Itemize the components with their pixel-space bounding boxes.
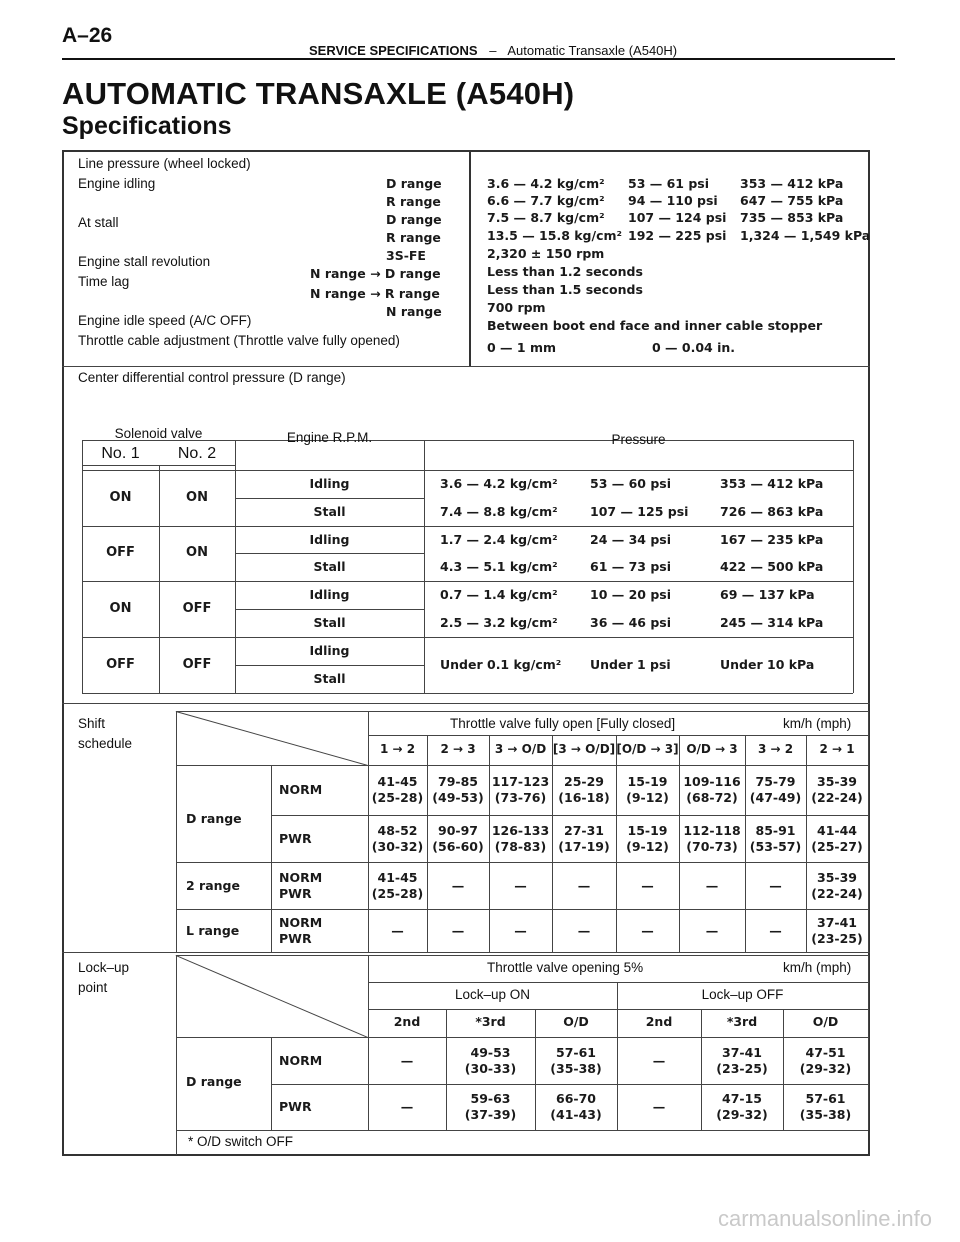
- shift-column-header: [3 → O/D]: [552, 742, 616, 756]
- shift-value-cell: 35-39 (22-24): [811, 774, 863, 805]
- pressure-psi-cell: 36 — 46 psi: [590, 615, 672, 630]
- grid-line: [176, 711, 177, 952]
- lockup-value-cell: —: [652, 1052, 666, 1068]
- running-header: [309, 43, 677, 58]
- grid-line: [235, 498, 424, 499]
- spec-condition: D range: [386, 176, 442, 191]
- grid-line: [868, 711, 869, 952]
- spec-value: 6.6 — 7.7 kg/cm²: [487, 193, 605, 208]
- solenoid-no1-cell: OFF: [106, 545, 135, 561]
- shift-header: Throttle valve fully open [Fully closed]: [450, 716, 676, 731]
- shift-value-cell: 37-41 (23-25): [811, 914, 863, 946]
- shift-column-header: [O/D → 3]: [616, 742, 679, 756]
- shift-column-header: 2 → 1: [819, 742, 855, 756]
- shift-column-header: 2 → 3: [440, 742, 476, 756]
- pressure-psi-cell: 10 — 20 psi: [590, 587, 672, 603]
- lockup-column-header: O/D: [563, 1014, 589, 1029]
- solenoid-no2-cell: ON: [186, 489, 208, 505]
- grid-line: [176, 909, 271, 910]
- spec-value: Less than 1.2 seconds: [487, 264, 643, 279]
- mode-label: NORM: [279, 782, 323, 797]
- spec-label: Engine idle speed (A/C OFF): [78, 313, 252, 328]
- shift-value-cell: 48-52 (30-32): [371, 822, 424, 854]
- pressure-psi-cell: 61 — 73 psi: [590, 559, 672, 575]
- grid-line: [424, 440, 425, 693]
- lockup-value-cell: 47-51 (29-32): [799, 1044, 852, 1076]
- lockup-off-header: Lock–up OFF: [701, 987, 784, 1002]
- spec-value: 1,324 — 1,549 kPa: [740, 228, 871, 243]
- running-header-subsection: Automatic Transaxle (A540H): [507, 43, 678, 58]
- rpm-cell: Stall: [313, 615, 346, 630]
- center-diff-label: Center differential control pressure (D range): [78, 370, 346, 385]
- spec-value: Less than 1.5 seconds: [487, 282, 643, 297]
- lockup-value-cell: —: [400, 1099, 414, 1114]
- lockup-value-cell: 57-61 (35-38): [799, 1091, 852, 1122]
- spec-label: At stall: [78, 215, 119, 230]
- pressure-psi-cell: 53 — 60 psi: [590, 476, 672, 491]
- shift-value-cell: —: [391, 922, 404, 938]
- spec-value: 7.5 — 8.7 kg/cm²: [487, 210, 605, 225]
- grid-line: [271, 765, 272, 952]
- lockup-unit: km/h (mph): [783, 960, 852, 975]
- spec-value: 3.6 — 4.2 kg/cm²: [487, 176, 605, 191]
- page-title: AUTOMATIC TRANSAXLE (A540H): [62, 76, 575, 111]
- section-rule: [62, 366, 870, 367]
- lockup-value-cell: 37-41 (23-25): [716, 1044, 768, 1076]
- shift-value-cell: 41-45 (25-28): [371, 869, 424, 901]
- range-label: D range: [186, 810, 242, 826]
- table-bottom: [82, 693, 853, 694]
- spec-value: Between boot end face and inner cable stopper: [487, 318, 823, 333]
- pressure-kg-cell: 0.7 — 1.4 kg/cm²: [440, 587, 558, 603]
- grid-line: [368, 982, 868, 983]
- grid-line: [176, 1130, 868, 1131]
- spec-value: 700 rpm: [487, 300, 546, 315]
- grid-line: [271, 815, 868, 816]
- rpm-cell: Idling: [309, 531, 350, 547]
- grid-line: [235, 553, 424, 554]
- shift-value-cell: 79-85 (49-53): [432, 774, 484, 805]
- pressure-kpa-cell: 69 — 137 kPa: [720, 587, 815, 603]
- spec-value: 2,320 ± 150 rpm: [487, 246, 605, 261]
- pressure-kpa-cell: 167 — 235 kPa: [720, 531, 824, 547]
- grid-line: [176, 1037, 868, 1038]
- shift-value-cell: —: [769, 877, 782, 893]
- mode-label: NORM PWR: [279, 869, 323, 901]
- lockup-value-cell: 66-70 (41-43): [550, 1091, 602, 1122]
- rpm-cell: Stall: [313, 670, 346, 686]
- grid-line: [82, 581, 853, 582]
- shift-value-cell: —: [577, 877, 591, 893]
- pressure-kpa-cell: 422 — 500 kPa: [720, 559, 824, 575]
- solenoid-no2-cell: OFF: [182, 656, 212, 672]
- shift-value-cell: 15-19 (9-12): [626, 774, 669, 805]
- shift-value-cell: 15-19 (9-12): [626, 822, 669, 854]
- rpm-cell: Idling: [309, 476, 350, 491]
- spec-label: Engine idling: [78, 176, 156, 191]
- pressure-kpa-cell: 245 — 314 kPa: [720, 615, 824, 630]
- spec-value: 94 — 110 psi: [628, 193, 718, 208]
- lockup-label-2: point: [78, 980, 108, 995]
- spec-condition: 3S-FE: [386, 248, 426, 263]
- shift-value-cell: —: [451, 877, 465, 893]
- range-label: D range: [186, 1074, 242, 1089]
- shift-value-cell: 85-91 (53-57): [749, 822, 802, 854]
- grid-line: [82, 440, 83, 693]
- spec-value: 735 — 853 kPa: [740, 210, 844, 225]
- pressure-kg-cell: 3.6 — 4.2 kg/cm²: [440, 476, 558, 491]
- spec-value: 0 — 1 mm: [487, 340, 557, 355]
- grid-line: [82, 637, 853, 638]
- spec-frame: [62, 150, 870, 1156]
- no2-header: No. 2: [177, 445, 217, 462]
- pressure-kg-cell: 7.4 — 8.8 kg/cm²: [440, 503, 558, 519]
- pressure-kg-cell: 4.3 — 5.1 kg/cm²: [440, 559, 558, 575]
- page-number: A–26: [62, 24, 113, 47]
- lockup-on-header: Lock–up ON: [454, 987, 531, 1002]
- spec-value: 647 — 755 kPa: [740, 193, 844, 208]
- grid-line: [271, 862, 868, 863]
- lockup-value-cell: 57-61 (35-38): [550, 1044, 602, 1076]
- solenoid-no2-cell: OFF: [182, 601, 212, 616]
- shift-value-cell: 117-123 (73-76): [491, 774, 550, 805]
- shift-value-cell: 75-79 (47-49): [749, 774, 802, 805]
- grid-line: [235, 665, 424, 666]
- page-subtitle: Specifications: [62, 112, 232, 140]
- grid-line: [271, 909, 868, 910]
- lockup-column-header: O/D: [812, 1014, 839, 1029]
- rpm-cell: Stall: [313, 559, 346, 575]
- shift-column-header: O/D → 3: [686, 742, 738, 756]
- pressure-kg-cell: Under 0.1 kg/cm²: [440, 656, 562, 672]
- shift-value-cell: 27-31 (17-19): [558, 822, 610, 854]
- grid-line: [853, 440, 854, 693]
- shift-column-header: 1 → 2: [379, 742, 416, 756]
- shift-value-cell: 112-118 (70-73): [683, 822, 741, 854]
- shift-value-cell: —: [514, 877, 527, 893]
- spec-condition: R range: [386, 230, 441, 245]
- shift-value-cell: 126-133 (78-83): [491, 822, 550, 854]
- spec-label: Time lag: [78, 274, 130, 289]
- spec-condition: N range: [386, 304, 442, 319]
- range-label: 2 range: [186, 877, 240, 893]
- grid-line: [176, 765, 868, 766]
- shift-value-cell: 41-44 (25-27): [811, 822, 863, 854]
- lockup-value-cell: —: [400, 1052, 414, 1068]
- pressure-header: Pressure: [611, 432, 666, 447]
- spec-condition: N range → D range: [310, 266, 441, 281]
- pressure-kg-cell: 2.5 — 3.2 kg/cm²: [440, 615, 558, 630]
- shift-label-2: schedule: [78, 736, 133, 751]
- pressure-psi-cell: Under 1 psi: [590, 656, 671, 672]
- spec-value: 107 — 124 psi: [628, 210, 727, 225]
- lockup-column-header: *3rd: [726, 1014, 758, 1029]
- shift-value-cell: —: [577, 922, 591, 938]
- rpm-cell: Stall: [313, 503, 346, 519]
- watermark: carmanualsonline.info: [718, 1206, 933, 1231]
- lockup-value-cell: 47-15 (29-32): [716, 1091, 768, 1122]
- pressure-psi-cell: 24 — 34 psi: [590, 531, 672, 547]
- shift-value-cell: —: [451, 922, 465, 938]
- mode-label: PWR: [279, 830, 312, 846]
- grid-line: [82, 470, 853, 471]
- shift-value-cell: —: [769, 922, 782, 938]
- grid-line: [176, 955, 177, 1155]
- spec-value: 13.5 — 15.8 kg/cm²: [487, 228, 622, 243]
- grid-line: [82, 465, 235, 466]
- shift-value-cell: 25-29 (16-18): [558, 774, 610, 805]
- spec-value: 353 — 412 kPa: [740, 176, 844, 191]
- shift-value-cell: 109-116 (68-72): [683, 774, 741, 805]
- mode-label: NORM PWR: [279, 914, 323, 946]
- lockup-value-cell: 59-63 (37-39): [464, 1091, 517, 1122]
- grid-line: [176, 955, 868, 956]
- shift-value-cell: —: [705, 877, 719, 893]
- mode-label: NORM: [279, 1052, 323, 1068]
- grid-line: [235, 609, 424, 610]
- spec-label: Line pressure (wheel locked): [78, 156, 251, 171]
- shift-value-cell: 41-45 (25-28): [371, 774, 424, 805]
- spec-condition: R range: [386, 194, 441, 209]
- header-rule: [62, 58, 895, 60]
- shift-value-cell: 35-39 (22-24): [811, 869, 863, 901]
- shift-value-cell: —: [514, 922, 527, 938]
- pressure-psi-cell: 107 — 125 psi: [590, 503, 689, 519]
- rpm-header: Engine R.P.M.: [286, 430, 373, 445]
- grid-line: [368, 735, 868, 736]
- lockup-column-header: 2nd: [645, 1014, 673, 1029]
- solenoid-no1-cell: ON: [109, 489, 132, 505]
- grid-line: [176, 711, 868, 712]
- shift-value-cell: —: [641, 877, 654, 893]
- lockup-column-header: *3rd: [475, 1014, 506, 1029]
- running-header-separator: –: [489, 43, 497, 58]
- footnote: * O/D switch OFF: [188, 1134, 294, 1149]
- spec-condition: D range: [386, 212, 442, 227]
- solenoid-header: Solenoid valve: [114, 426, 203, 441]
- rpm-cell: Idling: [309, 642, 350, 658]
- shift-value-cell: 90-97 (56-60): [432, 822, 484, 854]
- solenoid-no1-cell: OFF: [106, 656, 135, 672]
- no1-header: No. 1: [101, 445, 140, 462]
- shift-value-cell: —: [705, 922, 719, 938]
- pressure-kpa-cell: Under 10 kPa: [720, 656, 815, 672]
- spec-label: Engine stall revolution: [78, 254, 211, 269]
- grid-line: [868, 955, 869, 1130]
- section-rule: [62, 703, 870, 704]
- spec-value: 53 — 61 psi: [628, 176, 710, 191]
- grid-line: [176, 862, 271, 863]
- grid-line: [368, 1009, 868, 1010]
- shift-unit: km/h (mph): [783, 716, 852, 731]
- shift-column-header: 3 → O/D: [494, 742, 547, 756]
- spec-condition: N range → R range: [310, 286, 440, 301]
- running-header-section: SERVICE SPECIFICATIONS: [309, 43, 478, 58]
- lockup-column-header: 2nd: [393, 1014, 421, 1029]
- pressure-kpa-cell: 726 — 863 kPa: [720, 503, 824, 519]
- grid-line: [271, 1084, 868, 1085]
- lockup-value-cell: —: [652, 1099, 666, 1114]
- spec-value: 192 — 225 psi: [628, 228, 727, 243]
- spec-label: Throttle cable adjustment (Throttle valve fully opened): [78, 333, 400, 348]
- shift-value-cell: —: [641, 922, 654, 938]
- pressure-kg-cell: 1.7 — 2.4 kg/cm²: [440, 531, 558, 547]
- grid-line: [82, 526, 853, 527]
- spec-value: 0 — 0.04 in.: [652, 340, 736, 355]
- rpm-cell: Idling: [309, 587, 350, 603]
- pressure-kpa-cell: 353 — 412 kPa: [720, 476, 824, 491]
- section-rule: [62, 952, 870, 953]
- lockup-label-1: Lock–up: [78, 960, 130, 975]
- shift-label-1: Shift: [78, 716, 106, 731]
- solenoid-no2-cell: ON: [186, 545, 208, 561]
- lockup-value-cell: 49-53 (30-33): [464, 1044, 517, 1076]
- spec-divider: [469, 150, 471, 367]
- shift-column-header: 3 → 2: [757, 742, 794, 756]
- solenoid-no1-cell: ON: [109, 601, 132, 616]
- lockup-header: Throttle valve opening 5%: [487, 960, 644, 975]
- range-label: L range: [186, 922, 240, 938]
- mode-label: PWR: [279, 1099, 312, 1114]
